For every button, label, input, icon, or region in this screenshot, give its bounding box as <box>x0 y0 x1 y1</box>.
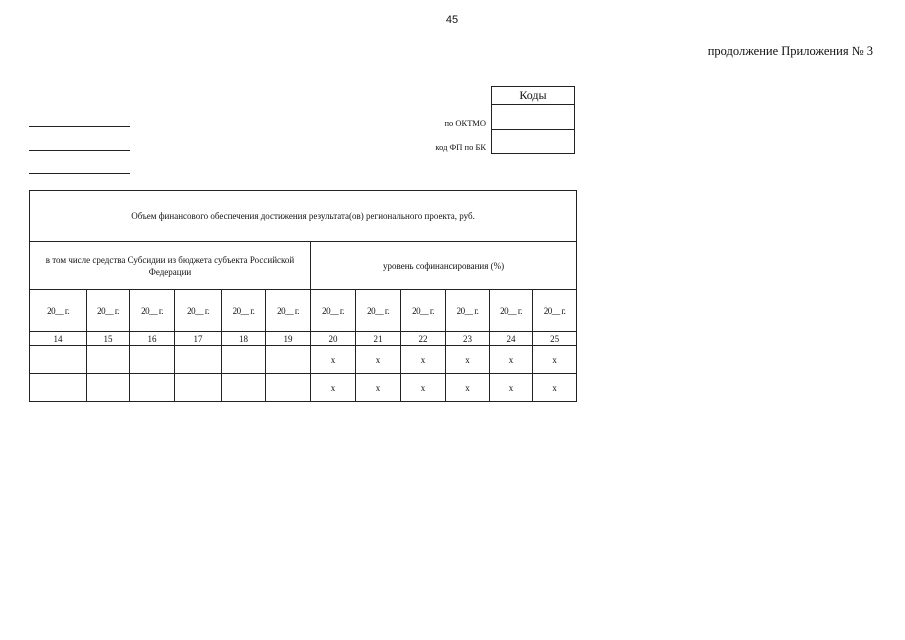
data-cell: x <box>533 374 577 402</box>
data-cell[interactable] <box>30 346 87 374</box>
year-header: 20__ г. <box>130 290 175 332</box>
oktmo-code-field[interactable] <box>492 105 574 130</box>
year-header: 20__ г. <box>175 290 222 332</box>
data-cell: x <box>490 374 533 402</box>
column-number: 15 <box>87 332 130 346</box>
year-header: 20__ г. <box>490 290 533 332</box>
page-number: 45 <box>445 14 459 26</box>
column-number: 20 <box>311 332 356 346</box>
year-header: 20__ г. <box>30 290 87 332</box>
column-number: 22 <box>401 332 446 346</box>
column-number: 16 <box>130 332 175 346</box>
data-cell: x <box>533 346 577 374</box>
data-cell[interactable] <box>130 374 175 402</box>
column-number: 19 <box>266 332 311 346</box>
data-cell: x <box>356 346 401 374</box>
data-cell: x <box>446 346 490 374</box>
data-cell[interactable] <box>266 346 311 374</box>
year-header: 20__ г. <box>87 290 130 332</box>
data-cell[interactable] <box>30 374 87 402</box>
column-number: 14 <box>30 332 87 346</box>
data-cell[interactable] <box>87 374 130 402</box>
year-header: 20__ г. <box>401 290 446 332</box>
appendix-title: продолжение Приложения № 3 <box>707 44 873 58</box>
year-header: 20__ г. <box>446 290 490 332</box>
column-number: 17 <box>175 332 222 346</box>
subsidy-group-header: в том числе средства Субсидии из бюджета субъекта Российской Федерации <box>30 242 311 290</box>
column-number: 24 <box>490 332 533 346</box>
column-number: 23 <box>446 332 490 346</box>
data-cell[interactable] <box>175 374 222 402</box>
year-header: 20__ г. <box>222 290 266 332</box>
signature-line <box>29 173 130 174</box>
data-cell: x <box>401 374 446 402</box>
fp-code-label: код ФП по БК <box>435 142 486 152</box>
data-cell: x <box>311 346 356 374</box>
signature-line <box>29 126 130 127</box>
oktmo-label: по ОКТМО <box>444 118 486 128</box>
cofinancing-group-header: уровень софинансирования (%) <box>311 242 577 290</box>
data-cell[interactable] <box>87 346 130 374</box>
data-cell[interactable] <box>175 346 222 374</box>
data-cell[interactable] <box>266 374 311 402</box>
data-cell: x <box>446 374 490 402</box>
data-cell: x <box>490 346 533 374</box>
data-cell: x <box>311 374 356 402</box>
data-cell: x <box>356 374 401 402</box>
year-header: 20__ г. <box>533 290 577 332</box>
year-header: 20__ г. <box>356 290 401 332</box>
table-row <box>30 374 577 402</box>
column-number: 21 <box>356 332 401 346</box>
signature-line <box>29 150 130 151</box>
column-number: 25 <box>533 332 577 346</box>
codes-box <box>491 86 575 154</box>
codes-header: Коды <box>492 87 574 105</box>
table-title: Объем финансового обеспечения достижения результата(ов) регионального проекта, руб. <box>30 191 577 242</box>
year-header: 20__ г. <box>311 290 356 332</box>
data-cell[interactable] <box>130 346 175 374</box>
data-cell: x <box>401 346 446 374</box>
year-header: 20__ г. <box>266 290 311 332</box>
column-number: 18 <box>222 332 266 346</box>
financing-table <box>29 190 577 402</box>
data-cell[interactable] <box>222 346 266 374</box>
table-row <box>30 346 577 374</box>
fp-code-field[interactable] <box>492 130 574 153</box>
data-cell[interactable] <box>222 374 266 402</box>
